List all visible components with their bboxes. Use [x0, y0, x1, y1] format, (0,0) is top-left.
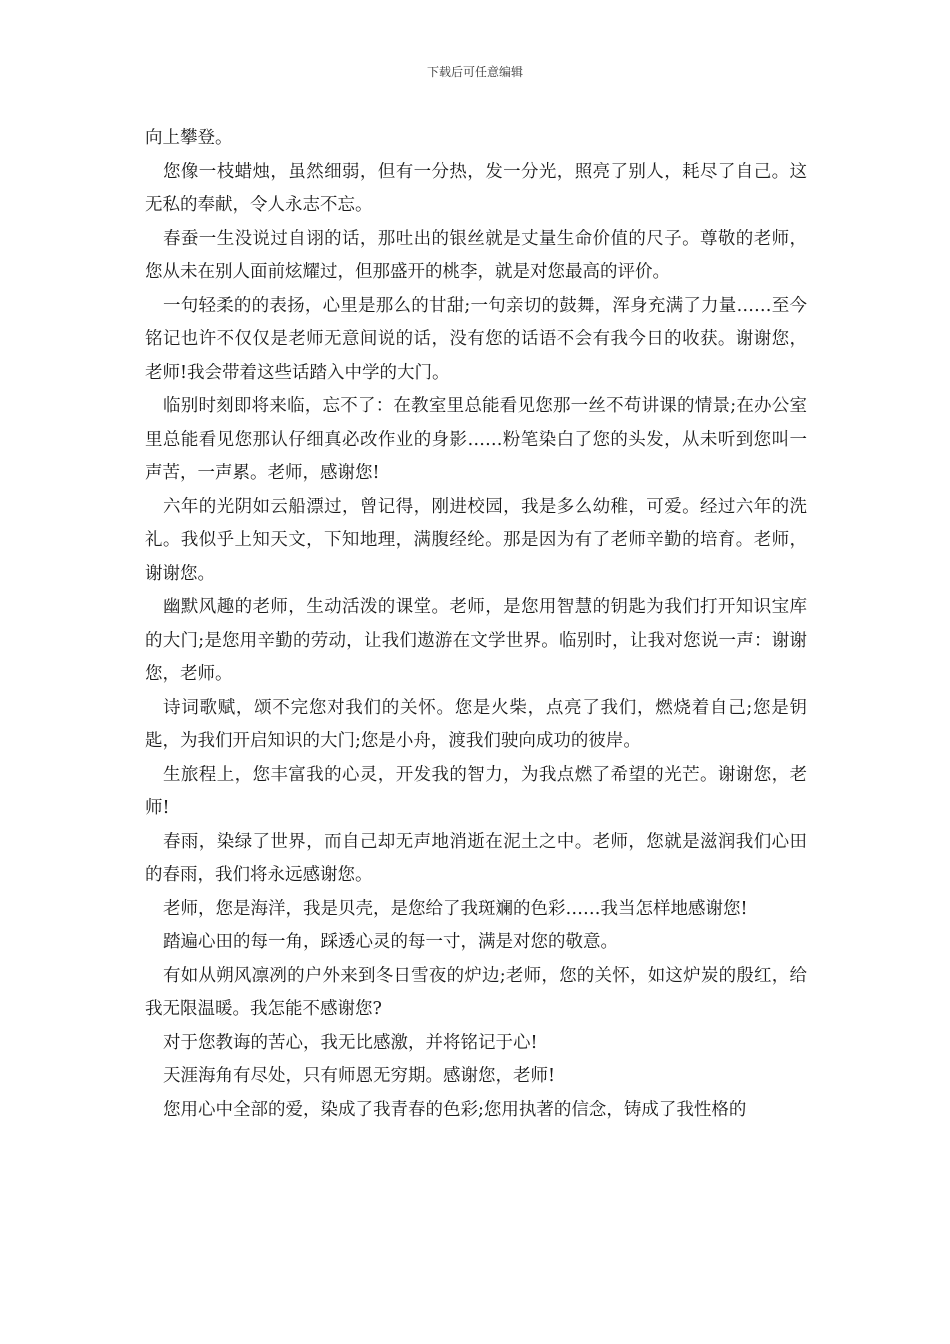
- paragraph: 有如从朔风凛冽的户外来到冬日雪夜的炉边;老师，您的关怀，如这炉炭的殷红，给我无限温暖。我怎能不感谢您?: [145, 965, 807, 1019]
- paragraph: 诗词歌赋，颂不完您对我们的关怀。您是火柴，点亮了我们，燃烧着自己;您是钥匙，为我们开启知识的大门;您是小舟，渡我们驶向成功的彼岸。: [145, 697, 807, 751]
- paragraph: 天涯海角有尽处，只有师恩无穷期。感谢您，老师!: [163, 1066, 556, 1086]
- paragraph: 您用心中全部的爱，染成了我青春的色彩;您用执著的信念，铸成了我性格的: [163, 1099, 747, 1120]
- paragraph: 生旅程上，您丰富我的心灵，开发我的智力，为我点燃了希望的光芒。谢谢您，老师!: [145, 764, 807, 818]
- paragraph: 踏遍心田的每一角，踩透心灵的每一寸，满是对您的敬意。: [163, 932, 618, 952]
- paragraph: 春雨，染绿了世界，而自己却无声地消逝在泥土之中。老师，您就是滋润我们心田的春雨，我们将永远感谢您。: [145, 831, 807, 885]
- paragraph-continuation: 向上攀登。: [145, 128, 233, 148]
- paragraph: 六年的光阴如云船漂过，曾记得，刚进校园，我是多么幼稚，可爱。经过六年的洗礼。我似乎上知天文，下知地理，满腹经纶。那是因为有了老师辛勤的培育。老师，谢谢您。: [145, 496, 807, 584]
- paragraph: 您像一枝蜡烛，虽然细弱，但有一分热，发一分光，照亮了别人，耗尽了自己。这无私的奉献，令人永志不忘。: [145, 161, 807, 215]
- paragraph: 幽默风趣的老师，生动活泼的课堂。老师，是您用智慧的钥匙为我们打开知识宝库的大门;是您用辛勤的劳动，让我们遨游在文学世界。临别时，让我对您说一声：谢谢您，老师。: [145, 597, 807, 684]
- document-body: [145, 122, 807, 1127]
- paragraph: 一句轻柔的的表扬，心里是那么的甘甜;一句亲切的鼓舞，浑身充满了力量……至今铭记也许不仅仅是老师无意间说的话，没有您的话语不会有我今日的收获。谢谢您，老师!我会带着这些话踏入中学的大门。: [145, 295, 807, 383]
- paragraph: 老师，您是海洋，我是贝壳，是您给了我斑斓的色彩……我当怎样地感谢您!: [163, 898, 748, 919]
- paragraph: 临别时刻即将来临，忘不了：在教室里总能看见您那一丝不苟讲课的情景;在办公室里总能看见您那认仔细真必改作业的身影……粉笔染白了您的头发，从未听到您叫一声苦，一声累。老师，感谢您!: [145, 396, 807, 483]
- paragraph: 对于您教诲的苦心，我无比感激，并将铭记于心!: [163, 1032, 538, 1053]
- paragraph: 春蚕一生没说过自诩的话，那吐出的银丝就是丈量生命价值的尺子。尊敬的老师，您从未在别人面前炫耀过，但那盛开的桃李，就是对您最高的评价。: [145, 228, 807, 282]
- page-header: 下载后可任意编辑: [426, 65, 523, 79]
